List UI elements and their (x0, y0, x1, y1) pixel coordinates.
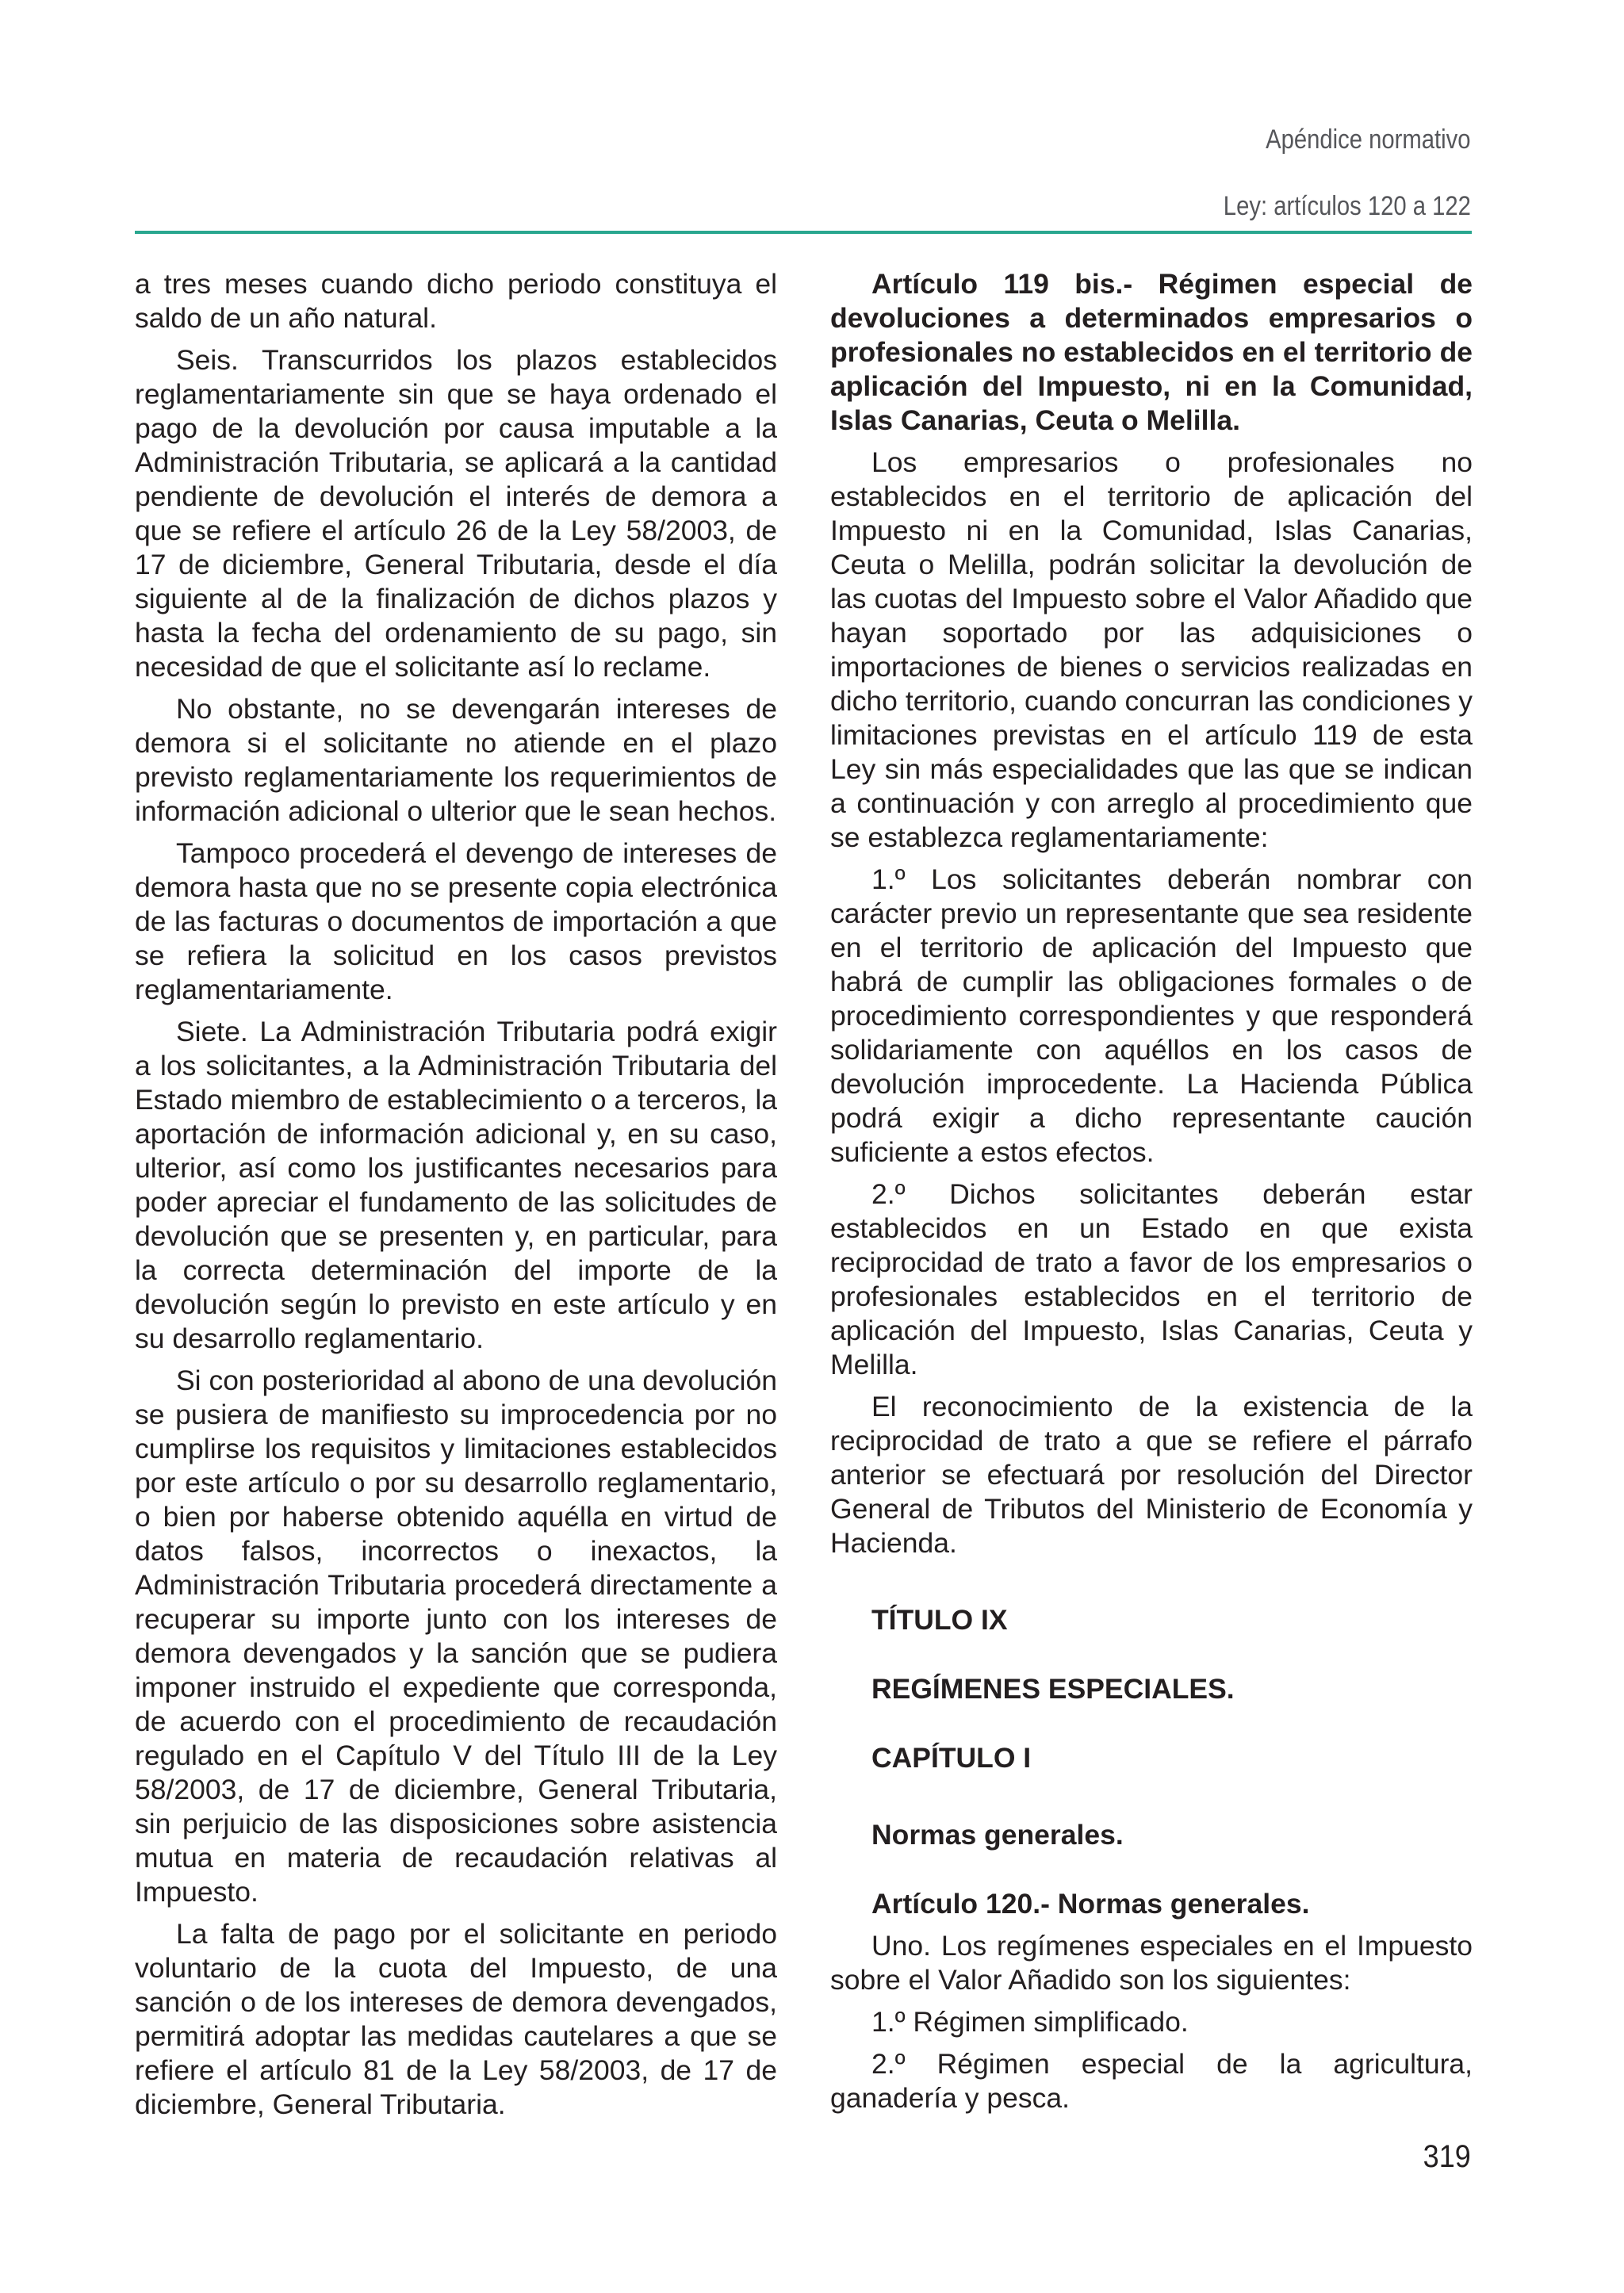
spacer (830, 1568, 1473, 1603)
header-section-title: Apéndice normativo (1266, 124, 1471, 155)
titulo-heading: TÍTULO IX (871, 1604, 1008, 1636)
paragraph: Si con posterioridad al abono de una devolución se pusiera de manifiesto su improcedencia por no cumplirse los requisitos y limitaciones establecidos por este artículo o por su desarrollo reglamentario, o bien por haberse obtenido aquélla en virtud de datos falsos, incorrectos o inexactos, la Administración Tributaria procederá directamente a recuperar su importe junto con los intereses de demora devengados y la sanción que se pudiera imponer instruido el expediente que corresponda, de acuerdo con el procedimiento de recaudación regulado en el Capítulo V del Título III de la Ley 58/2003, de 17 de diciembre, General Tributaria, sin perjuicio de las disposiciones sobre asistencia mutua en materia de recaudación relativas al Impuesto. (135, 1365, 777, 1908)
left-column (135, 267, 777, 2130)
header-divider (135, 231, 1472, 234)
titulo-name-heading: REGÍMENES ESPECIALES. (871, 1673, 1235, 1705)
paragraph: 2.º Régimen especial de la agricultura, ganadería y pesca. (830, 2048, 1473, 2114)
paragraph: 1.º Los solicitantes deberán nombrar con carácter previo un representante que sea residente en el territorio de aplicación del Impuesto que habrá de cumplir las obligaciones formales o de procedimiento correspondientes y que responderá solidariamente con aquéllos en los casos de devolución improcedente. La Hacienda Pública podrá exigir a dicho representante caución suficiente a estos efectos. (830, 863, 1473, 1168)
article-120-title: Artículo 120.- Normas generales. (871, 1888, 1310, 1920)
paragraph: Uno. Los regímenes especiales en el Impuesto sobre el Valor Añadido son los siguientes: (830, 1930, 1473, 1996)
page-number: 319 (1423, 2139, 1471, 2174)
spacer (830, 1783, 1473, 1818)
paragraph: Siete. La Administración Tributaria podrá exigir a los solicitantes, a la Administración Tributaria del Estado miembro de establecimiento o a terceros, la aportación de información adicional y, en su caso, ulterior, así como los justificantes necesarios para poder apreciar el fundamento de las solicitudes de devolución que se presenten y, en particular, para la correcta determinación del importe de la devolución según lo previsto en este artículo y en su desarrollo reglamentario. (135, 1016, 777, 1354)
paragraph: El reconocimiento de la existencia de la reciprocidad de trato a que se refiere el párrafo anterior se efectuará por resolución del Director General de Tributos del Ministerio de Economía y Hacienda. (830, 1391, 1473, 1559)
paragraph: 1.º Régimen simplificado. (871, 2006, 1189, 2038)
right-column (830, 267, 1473, 2123)
paragraph: Seis. Transcurridos los plazos establecidos reglamentariamente sin que se haya ordenado el pago de la devolución por causa imputable a la Administración Tributaria, se aplicará a la cantidad pendiente de devolución el interés de demora a que se refiere el artículo 26 de la Ley 58/2003, de 17 de diciembre, General Tributaria, desde el día siguiente al de la finalización de dichos plazos y hasta la fecha del ordenamiento de su pago, sin necesidad de que el solicitante así lo reclame. (135, 344, 777, 683)
capitulo-heading: CAPÍTULO I (871, 1742, 1032, 1774)
paragraph: La falta de pago por el solicitante en periodo voluntario de la cuota del Impuesto, de una sanción o de los intereses de demora devengados, permitirá adoptar las medidas cautelares a que se refiere el artículo 81 de la Ley 58/2003, de 17 de diciembre, General Tributaria. (135, 1918, 777, 2120)
spacer (830, 1714, 1473, 1741)
article-119bis-title: Artículo 119 bis.- Régimen especial de devoluciones a determinados empresarios o profesionales no establecidos en el territorio de aplicación del Impuesto, ni en la Comunidad, Islas Canarias, Ceuta o Melilla. (830, 268, 1473, 436)
capitulo-name-heading: Normas generales. (871, 1819, 1124, 1851)
spacer (830, 1645, 1473, 1672)
paragraph: 2.º Dichos solicitantes deberán estar establecidos en un Estado en que exista reciprocidad de trato a favor de los empresarios o profesionales establecidos en el territorio de aplicación del Impuesto, Islas Canarias, Ceuta y Melilla. (830, 1178, 1473, 1380)
spacer (830, 1860, 1473, 1887)
paragraph: Los empresarios o profesionales no establecidos en el territorio de aplicación del Impuesto ni en la Comunidad, Islas Canarias, Ceuta o Melilla, podrán solicitar la devolución de las cuotas del Impuesto sobre el Valor Añadido que hayan soportado por las adquisiciones o importaciones de bienes o servicios realizadas en dicho territorio, cuando concurran las condiciones y limitaciones previstas en el artículo 119 de esta Ley sin más especialidades que las que se indican a continuación y con arreglo al procedimiento que se establezca reglamentariamente: (830, 446, 1473, 853)
header-subsection-title: Ley: artículos 120 a 122 (1223, 191, 1471, 221)
paragraph: Tampoco procederá el devengo de intereses de demora hasta que no se presente copia electrónica de las facturas o documentos de importación a que se refiera la solicitud en los casos previstos reglamentariamente. (135, 837, 777, 1005)
paragraph: a tres meses cuando dicho periodo constituya el saldo de un año natural. (135, 268, 777, 334)
paragraph: No obstante, no se devengarán intereses de demora si el solicitante no atiende en el plazo previsto reglamentariamente los requerimientos de información adicional o ulterior que le sean hechos. (135, 693, 777, 827)
